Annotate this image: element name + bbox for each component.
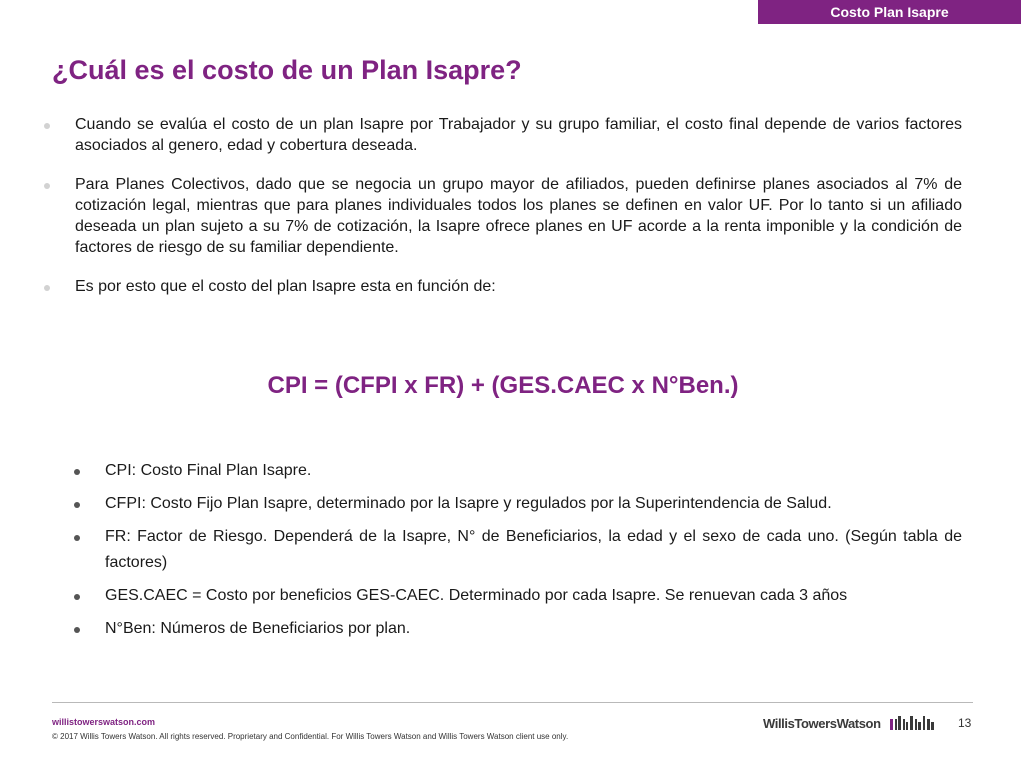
definition-list: [74, 458, 962, 649]
bullet-dot-icon: [74, 502, 80, 508]
intro-bullet: [44, 174, 962, 258]
definition-item: [74, 583, 962, 609]
section-tab: Costo Plan Isapre: [758, 0, 1021, 24]
footer-divider: [52, 702, 973, 703]
definition-text: N°Ben: Números de Beneficiarios por plan.: [105, 620, 411, 637]
footer-website-link[interactable]: willistowerswatson.com: [52, 717, 156, 727]
definition-item: [74, 616, 962, 642]
bullet-dot-icon: [44, 123, 50, 129]
intro-bullet: [44, 114, 962, 156]
definition-item: [74, 524, 962, 576]
company-logo-text: WillisTowersWatson: [763, 716, 881, 731]
footer-copyright: © 2017 Willis Towers Watson. All rights reserved. Proprietary and Confidential. For Willis Towers Watson and Willis Towers Watson client use only.: [52, 732, 569, 741]
definition-item: [74, 491, 962, 517]
willis-towers-watson-bars-logo-icon: [890, 716, 934, 730]
cost-formula: CPI = (CFPI x FR) + (GES.CAEC x N°Ben.): [267, 372, 739, 399]
definition-text: CPI: Costo Final Plan Isapre.: [105, 462, 312, 479]
slide-title: ¿Cuál es el costo de un Plan Isapre?: [52, 55, 522, 85]
intro-bullet-text: Para Planes Colectivos, dado que se negocia un grupo mayor de afiliados, pueden definirse planes asociados al 7% de cotización legal, mientras que para planes individuales todos los planes se definen en valor UF. Por lo tanto si un afiliado deseada un plan sujeto a su 7% de cotización, la Isapre ofrece planes en UF acorde a la renta imponible y la condición de factores de riesgo de su familiar dependiente.: [75, 176, 962, 256]
bullet-dot-icon: [74, 535, 80, 541]
page-number: 13: [958, 716, 972, 730]
intro-bullet-text: Cuando se evalúa el costo de un plan Isapre por Trabajador y su grupo familiar, el costo final depende de varios factores asociados al genero, edad y cobertura deseada.: [75, 116, 962, 154]
definition-text: GES.CAEC = Costo por beneficios GES-CAEC. Determinado por cada Isapre. Se renuevan cada 3 años: [105, 587, 848, 604]
bullet-dot-icon: [74, 469, 80, 475]
bullet-dot-icon: [74, 627, 80, 633]
bullet-dot-icon: [74, 594, 80, 600]
bullet-dot-icon: [44, 285, 50, 291]
intro-bullet-list: [44, 114, 962, 315]
definition-text: FR: Factor de Riesgo. Dependerá de la Isapre, N° de Beneficiarios, la edad y el sexo de cada uno. (Según tabla de factores): [105, 528, 962, 571]
intro-bullet-text: Es por esto que el costo del plan Isapre esta en función de:: [75, 278, 496, 295]
definition-text: CFPI: Costo Fijo Plan Isapre, determinado por la Isapre y regulados por la Superintendencia de Salud.: [105, 495, 832, 512]
intro-bullet: [44, 276, 962, 297]
bullet-dot-icon: [44, 183, 50, 189]
definition-item: [74, 458, 962, 484]
